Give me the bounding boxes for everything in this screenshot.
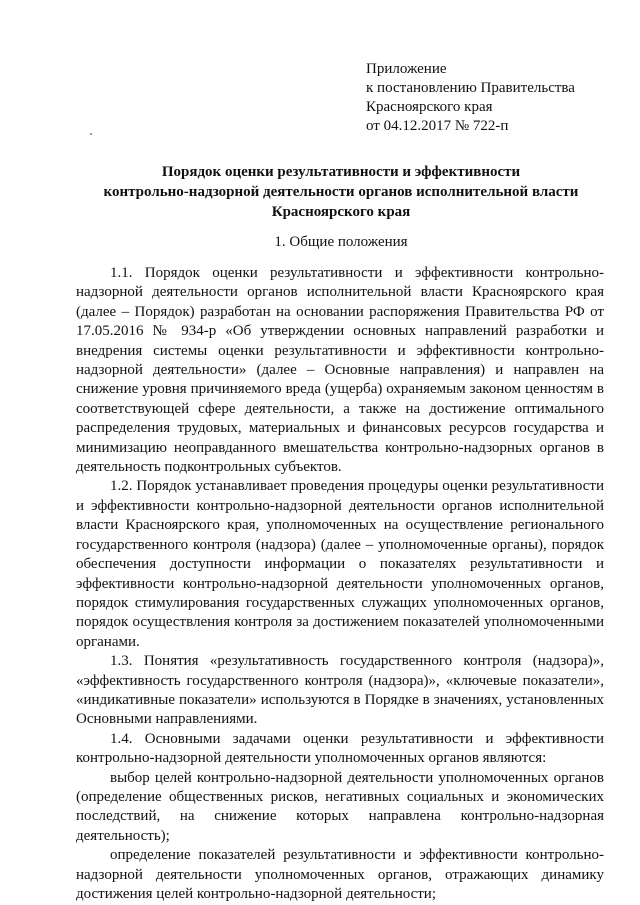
paragraph-1-1: 1.1. Порядок оценки результативности и эффективности контрольно-надзорной деятельности органов исполнительной власти Красноярского края (далее – Порядок) разработан на основании распоряжения Правительства РФ от 17.05.2016 № 934-р «Об утверждении основных направлений разработки и внедрения системы оценки результативности и эффективности контрольно-надзорной деятельности» (далее – Основные направления) и направлен на снижение уровня причиняемого вреда (ущерба) охраняемым законом ценностям в соответствующей сфере деятельности, а также на достижение оптимального распределения трудовых, материальных и финансовых ресурсов государства и минимизацию неоправданного вмешательства контрольно-надзорных органов в деятельность подконтрольных субъектов. [76, 265, 604, 476]
paragraph-1-3: 1.3. Понятия «результативность государственного контроля (надзора)», «эффективность государственного контроля (надзора)», «ключевые показатели», «индикативные показатели» используются в Порядке в значениях, установленных Основными направлениями. [76, 653, 604, 728]
appendix-line-1: Приложение [366, 61, 447, 77]
appendix-block [366, 60, 575, 136]
paragraph-1-2: 1.2. Порядок устанавливает проведения процедуры оценки результативности и эффективности контрольно-надзорной деятельности органов исполнительной власти Красноярского края, уполномоченных на осуществление регионального государственного контроля (надзора) (далее – уполномоченные органы), порядок обеспечения доступности информации о показателях результативности и эффективности контрольно-надзорной деятельности уполномоченных органов, порядок стимулирования государственных служащих уполномоченных органов, порядок осуществления контроля за достижением показателей уполномоченными органами. [76, 478, 604, 650]
paragraph-task-2: определение показателей результативности и эффективности контрольно-надзорной деятельности уполномоченных органов, отражающих динамику достижения целей контрольно-надзорной деятельности; [76, 847, 604, 902]
paragraph-1-4: 1.4. Основными задачами оценки результативности и эффективности контрольно-надзорной деятельности уполномоченных органов являются: [76, 730, 604, 767]
title-line-1: Порядок оценки результативности и эффективности [161, 164, 521, 180]
document-body [76, 264, 604, 904]
title-line-2: контрольно-надзорной деятельности органов исполнительной власти [103, 184, 579, 200]
section-heading: 1. Общие положения [274, 234, 408, 250]
document-title [76, 162, 606, 222]
paragraph-task-1: выбор целей контрольно-надзорной деятельности уполномоченных органов (определение общественных рисков, негативных социальных и экономических последствий, на снижение которых направлена контрольно-надзорная деятельность); [76, 769, 604, 844]
title-line-3: Красноярского края [271, 204, 411, 220]
appendix-line-3: Красноярского края [366, 99, 493, 115]
appendix-line-4: от 04.12.2017 № 722-п [366, 118, 509, 134]
scan-speck [90, 133, 92, 135]
appendix-line-2: к постановлению Правительства [366, 80, 575, 96]
